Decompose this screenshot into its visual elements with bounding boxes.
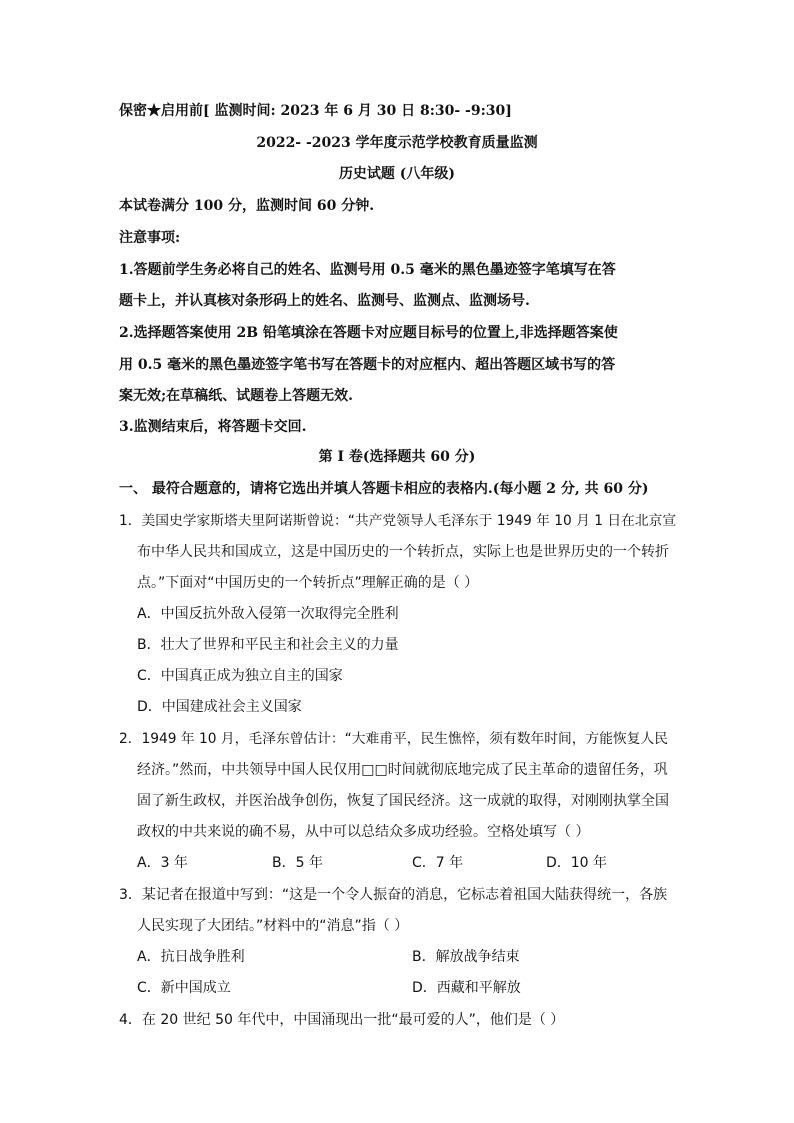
note-2-line-2: 用 0.5 毫米的黑色墨迹签字笔书写在答题卡的对应框内、超出答题区域书写的答 — [119, 357, 616, 373]
note-3: 3.监测结束后，将答题卡交回. — [119, 419, 307, 435]
question-1-stem-line-3: 点。”下面对“中国历史的一个转折点”理解正确的是（ ） — [137, 575, 479, 591]
question-2-stem-line-2: 经济。”然而，中共领导中国人民仅用□□时间就彻底地完成了民主革命的遗留任务，巩 — [137, 762, 668, 778]
question-1-option-b: B．壮大了世界和平民主和社会主义的力量 — [137, 637, 399, 653]
question-2-option-c: C．7 年 — [412, 855, 464, 871]
section-heading: 第 I 卷(选择题共 60 分) — [318, 449, 476, 465]
exam-title: 2022- -2023 学年度示范学校教育质量监测 — [256, 135, 538, 151]
question-2-stem-line-3: 固了新生政权，并医治战争创伤，恢复了国民经济。这一成就的取得，对刚刚执掌全国 — [137, 793, 669, 809]
question-4-stem-line-1: 4．在 20 世纪 50 年代中，中国涌现出一批“最可爱的人”，他们是（ ） — [119, 1012, 565, 1028]
question-1-option-a: A．中国反抗外敌入侵第一次取得完全胜利 — [137, 606, 399, 622]
question-2-option-b: B．5 年 — [272, 855, 323, 871]
note-2-line-3: 案无效;在草稿纸、试题卷上答题无效. — [119, 388, 354, 404]
question-3-option-c: C．新中国成立 — [137, 980, 231, 996]
question-3-option-d: D．西藏和平解放 — [412, 980, 521, 996]
question-1-option-d: D．中国建成社会主义国家 — [137, 699, 302, 715]
question-3-stem-line-1: 3．某记者在报道中写到：“这是一个令人振奋的消息，它标志着祖国大陆获得统一，各族 — [119, 887, 668, 903]
note-2-line-1: 2.选择题答案使用 2B 铅笔填涂在答题卡对应题目标号的位置上,非选择题答案使 — [119, 325, 618, 341]
section-instruction: 一、 最符合题意的，请将它选出并填人答题卡相应的表格内.(每小题 2 分, 共 60 分) — [119, 481, 649, 497]
note-1-line-2: 题卡上，并认真核对条形码上的姓名、监测号、监测点、监测场号. — [119, 293, 530, 309]
question-3-option-b: B．解放战争结束 — [412, 949, 520, 965]
question-1-stem-line-1: 1．美国史学家斯塔夫里阿诺斯曾说：“共产党领导人毛泽东于 1949 年 10 月 1 日在北京宣 — [119, 513, 677, 529]
question-2-stem-line-1: 2．1949 年 10 月，毛泽东曾估计：“大难甫平，民生憔悴，须有数年时间，方能恢复人民 — [119, 731, 668, 747]
note-1-line-1: 1.答题前学生务必将自己的姓名、监测号用 0.5 毫米的黑色墨迹签字笔填写在答 — [119, 262, 616, 278]
notes-title: 注意事项: — [119, 230, 181, 246]
question-1-stem-line-2: 布中华人民共和国成立，这是中国历史的一个转折点，实际上也是世界历史的一个转折 — [137, 544, 669, 560]
exam-subtitle: 历史试题 (八年级) — [338, 166, 456, 182]
question-2-stem-line-4: 政权的中共来说的确不易，从中可以总结众多成功经验。空格处填写（ ） — [137, 824, 590, 840]
score-time-note: 本试卷满分 100 分，监测时间 60 分钟. — [119, 198, 375, 214]
question-3-stem-line-2: 人民实现了大团结。”材料中的“消息”指（ ） — [137, 918, 409, 934]
question-2-option-a: A．3 年 — [137, 855, 188, 871]
question-1-option-c: C．中国真正成为独立自主的国家 — [137, 668, 343, 684]
question-3-option-a: A．抗日战争胜利 — [137, 949, 245, 965]
confidential-header: 保密★启用前[ 监测时间: 2023 年 6 月 30 日 8:30- -9:30] — [119, 103, 512, 119]
question-2-option-d: D．10 年 — [546, 855, 608, 871]
